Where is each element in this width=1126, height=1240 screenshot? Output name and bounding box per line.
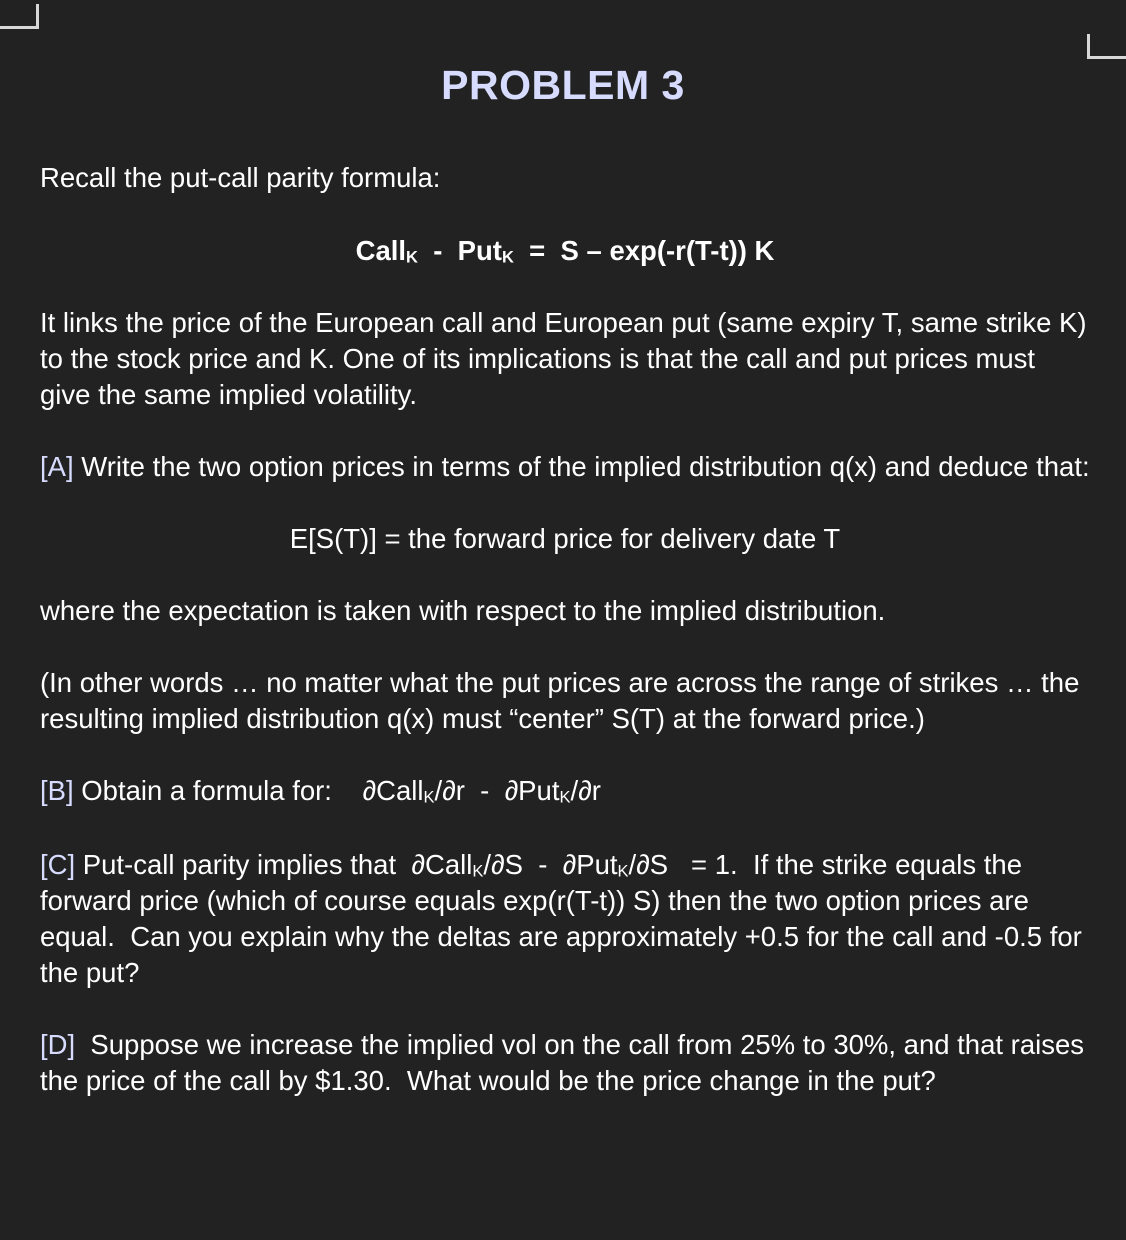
- put-call-parity-formula: Call$_K$ - Put$_K$ = S – exp(-r(T-t)) K: [355, 235, 775, 267]
- part-c-question: [C] Put-call parity implies that ∂Call$_K$/∂S - ∂Put$_K$/∂S = 1. If the strike equals the forward price (which of course equals exp(r(T-t)) S) then the two option prices are equal. Can you explain why the deltas are approximately +0.5 for the call and -0.5 for the put?: [40, 849, 1090, 988]
- part-a-note: (In other words … no matter what the put prices are across the range of strikes … the resulting implied distribution q(x) must “center” S(T) at the forward price.): [40, 667, 1080, 734]
- recall-text: Recall the put-call parity formula:: [40, 162, 441, 193]
- part-a-label: [A]: [40, 451, 74, 482]
- part-a-question: [A] Write the two option prices in terms of the implied distribution q(x) and deduce that:: [40, 451, 1090, 482]
- part-d-question: [D] Suppose we increase the implied vol on the call from 25% to 30%, and that raises the price of the call by $1.30. What would be the price change in the put?: [40, 1029, 1092, 1096]
- part-b-question: [B] Obtain a formula for: ∂Call$_K$/∂r - ∂Put$_K$/∂r: [40, 775, 601, 807]
- corner-bracket-top-right: [1087, 34, 1126, 59]
- forward-price-formula: E[S(T)] = the forward price for delivery date T: [289, 523, 841, 554]
- page-title: PROBLEM 3: [441, 62, 685, 108]
- part-a-after: where the expectation is taken with respect to the implied distribution.: [40, 595, 886, 626]
- part-c-label: [C]: [40, 849, 76, 880]
- intro-paragraph: It links the price of the European call and European put (same expiry T, same strike K) to the stock price and K. One of its implications is that the call and put prices must give the same implied volatility.: [40, 307, 1087, 410]
- problem-body: [40, 160, 1090, 1099]
- part-b-label: [B]: [40, 775, 74, 806]
- part-d-label: [D]: [40, 1029, 76, 1060]
- corner-bracket-top-left: [0, 4, 39, 29]
